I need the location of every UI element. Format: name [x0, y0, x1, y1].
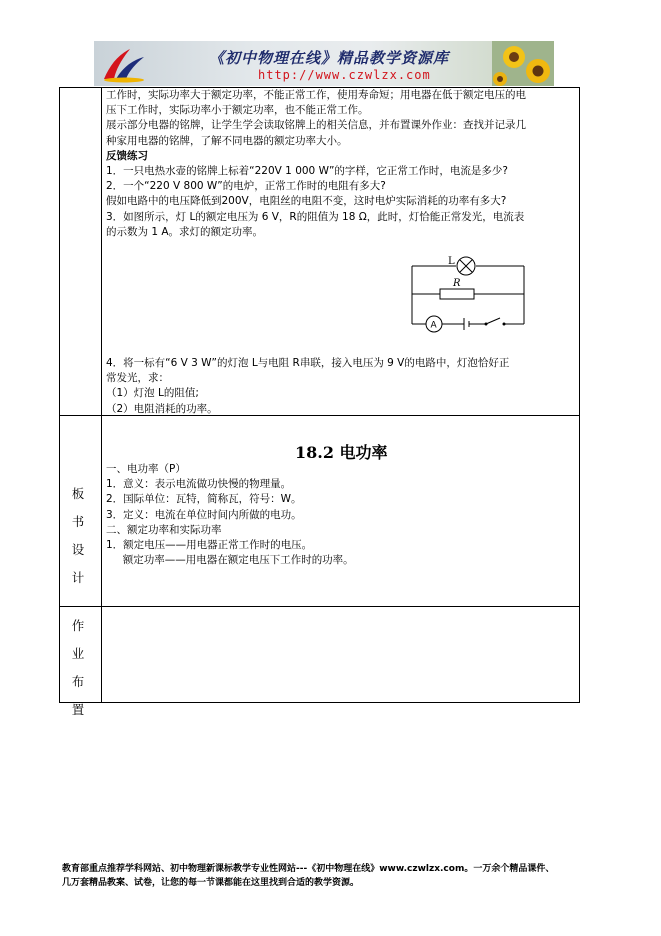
label-line: 布 置 — [71, 674, 91, 717]
table-row-divider — [59, 606, 580, 607]
exercise-line: 3．如图所示，灯 L的额定电压为 6 V，R的阻值为 18 Ω，此时，灯恰能正常发光，电流表 — [106, 210, 525, 223]
table-border-right — [579, 87, 580, 703]
banner-title: 《初中物理在线》精品教学资源库 — [209, 49, 450, 67]
label-line: 设 计 — [71, 542, 91, 585]
board-design-label — [60, 480, 102, 592]
section-title: 反馈练习 — [106, 149, 148, 162]
page-footer — [62, 862, 554, 890]
exercise-line: 4．将一标有“6 V 3 W”的灯泡 L与电阻 R串联，接入电压为 9 V的电路中，灯泡恰好正 — [106, 357, 510, 369]
table-border-left — [59, 87, 60, 703]
text-line: 1．意义：表示电流做功快慢的物理量。 — [106, 478, 292, 491]
text-line: 展示部分电器的铭牌，让学生学会读取铭牌上的相关信息，并布置课外作业：查找并记录几 — [106, 119, 526, 132]
lamp-label: L — [448, 256, 455, 267]
text-line: 1．额定电压——用电器正常工作时的电压。 — [106, 538, 313, 551]
text-line: 种家用电器的铭牌，了解不同电器的额定功率大小。 — [106, 134, 348, 147]
text-line: 压下工作时，实际功率小于额定功率，也不能正常工作。 — [106, 104, 369, 117]
practice-cell — [106, 88, 526, 240]
footer-line: 几万套精品教案、试卷，让您的每一节课都能在这里找到合适的教学资源。 — [62, 878, 360, 888]
exercise-line: 2．一个“220 V 800 W”的电炉，正常工作时的电阻有多大? — [106, 180, 386, 193]
switch-contact-icon — [485, 323, 488, 326]
footer-line: 教育部重点推荐学科网站、初中物理新课标教学专业性网站---《初中物理在线》www.czwlzx.com。一万余个精品课件、 — [62, 864, 555, 874]
label-line: 作 业 — [71, 618, 91, 661]
homework-label — [60, 612, 102, 724]
banner-url[interactable]: http://www.czwlzx.com — [258, 68, 431, 82]
text-line: 一、电功率（P） — [106, 463, 186, 475]
sunflower-icon — [492, 41, 554, 86]
text-line: 额定功率——用电器在额定电压下工作时的功率。 — [106, 554, 354, 567]
text-line: 二、额定功率和实际功率 — [106, 523, 222, 536]
site-logo-icon — [100, 45, 148, 83]
board-design-cell — [106, 462, 354, 568]
exercise-4 — [106, 356, 509, 417]
text-line: 2．国际单位：瓦特，简称瓦，符号：W。 — [106, 493, 302, 506]
label-line: 板 书 — [71, 486, 91, 529]
exercise-line: （2）电阻消耗的功率。 — [106, 402, 218, 415]
circuit-diagram — [408, 254, 528, 336]
exercise-line: （1）灯泡 L的阻值; — [106, 387, 199, 400]
exercise-line: 1．一只电热水壶的铭牌上标着“220V 1 000 W”的字样，它正常工作时，电流是多少? — [106, 164, 508, 177]
board-heading: 18.2 电功率 — [295, 443, 388, 462]
text-line: 3．定义：电流在单位时间内所做的电功。 — [106, 508, 302, 521]
switch-contact-icon — [503, 323, 506, 326]
text-line: 工作时，实际功率大于额定功率，不能正常工作，使用寿命短；用电器在低于额定电压的电 — [106, 89, 526, 101]
ammeter-label: A — [430, 320, 437, 331]
resistor-label: R — [453, 278, 461, 289]
exercise-line: 假如电路中的电压降低到200V，电阻丝的电阻不变，这时电炉实际消耗的功率有多大? — [106, 195, 507, 208]
exercise-line: 的示数为 1 A。求灯的额定功率。 — [106, 225, 264, 238]
table-border-bottom — [59, 702, 580, 703]
table-column-divider — [101, 87, 102, 703]
exercise-line: 常发光，求： — [106, 372, 169, 385]
header-banner — [94, 41, 554, 86]
